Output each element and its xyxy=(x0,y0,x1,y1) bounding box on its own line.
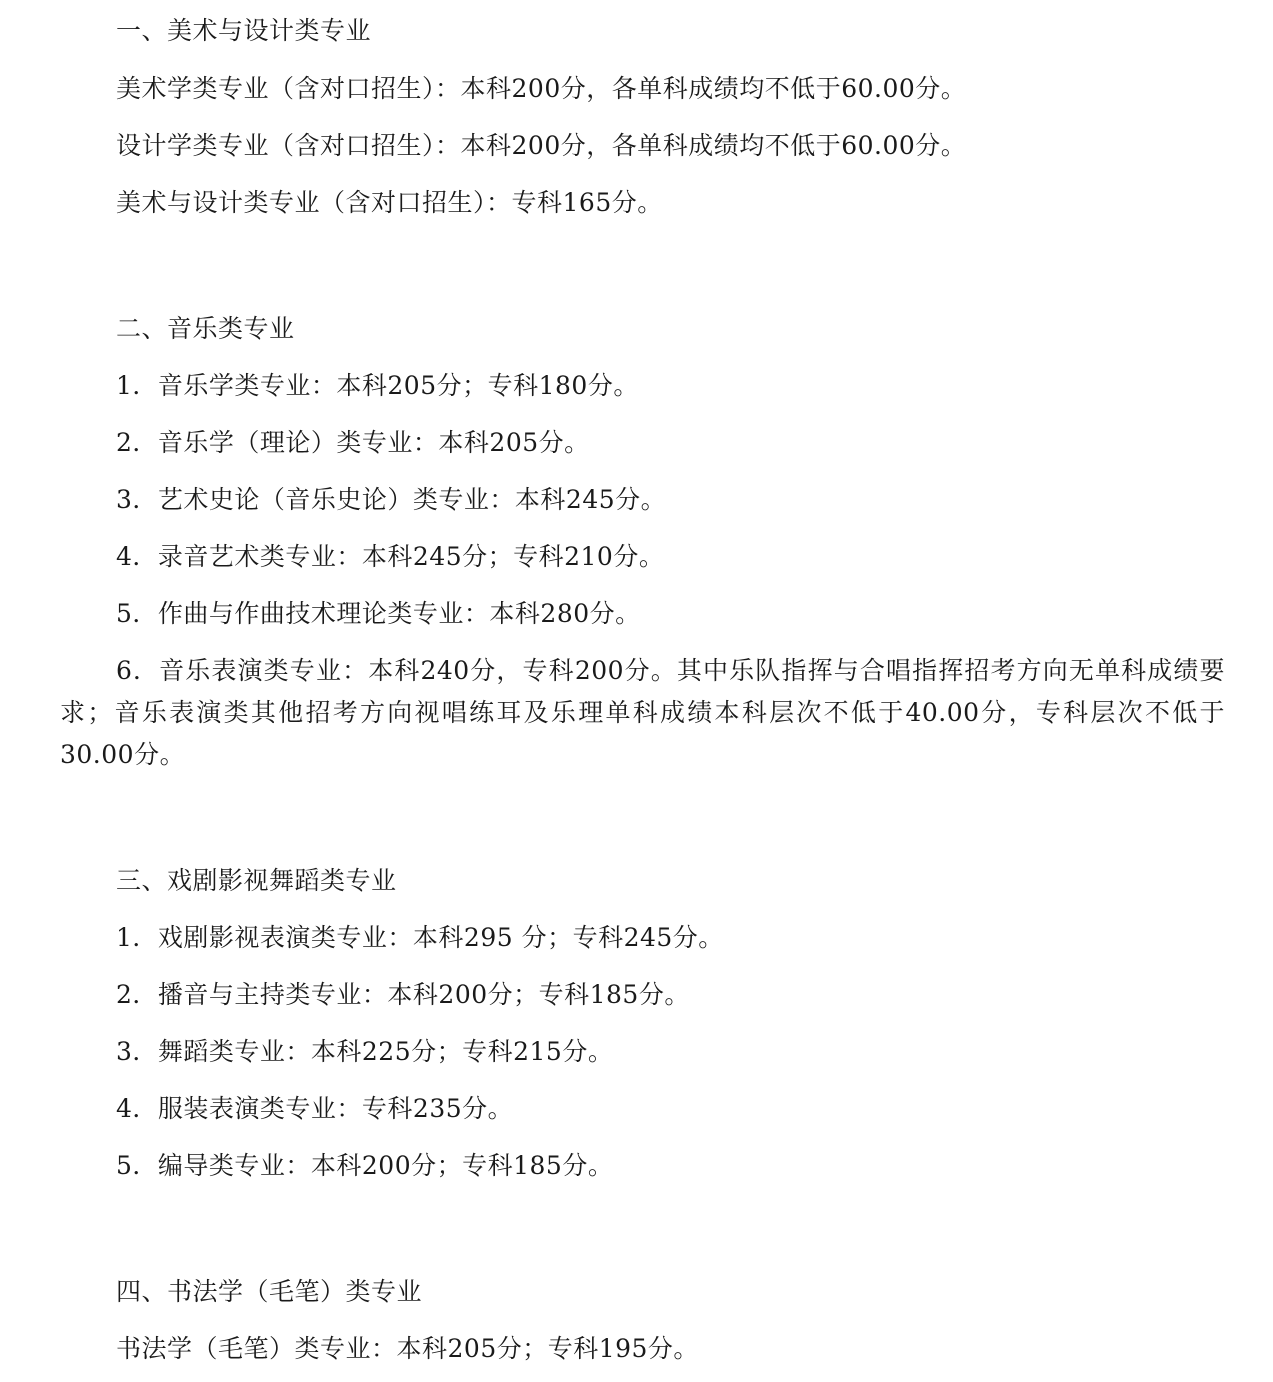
section-heading-drama-film-dance: 三、戏剧影视舞蹈类专业 xyxy=(116,866,397,895)
text-line: 美术学类专业（含对口招生）：本科200分，各单科成绩均不低于60.00分。 xyxy=(116,74,967,103)
list-item: 5．编导类专业：本科200分；专科185分。 xyxy=(116,1151,614,1180)
list-item: 4．录音艺术类专业：本科245分；专科210分。 xyxy=(116,542,665,571)
list-item: 4．服装表演类专业：专科235分。 xyxy=(116,1094,514,1123)
paragraph-music-performance: 6．音乐表演类专业：本科240分，专科200分。其中乐队指挥与合唱指挥招考方向无单科成绩要求；音乐表演类其他招考方向视唱练耳及乐理单科成绩本科层次不低于40.00分，专科层次不低于30.00分。 xyxy=(60,656,1225,769)
section-heading-art-design: 一、美术与设计类专业 xyxy=(116,16,372,45)
list-item: 2．音乐学（理论）类专业：本科205分。 xyxy=(116,428,590,457)
section-heading-music: 二、音乐类专业 xyxy=(116,314,295,343)
text-line: 书法学（毛笔）类专业：本科205分；专科195分。 xyxy=(116,1334,699,1363)
list-item: 3．舞蹈类专业：本科225分；专科215分。 xyxy=(116,1037,614,1066)
list-item: 1．音乐学类专业：本科205分；专科180分。 xyxy=(116,371,639,400)
list-item: 5．作曲与作曲技术理论类专业：本科280分。 xyxy=(116,599,641,628)
list-item: 2．播音与主持类专业：本科200分；专科185分。 xyxy=(116,980,690,1009)
text-line: 美术与设计类专业（含对口招生）：专科165分。 xyxy=(116,188,663,217)
section-heading-calligraphy: 四、书法学（毛笔）类专业 xyxy=(116,1277,423,1306)
list-item: 1．戏剧影视表演类专业：本科295 分；专科245分。 xyxy=(116,923,724,952)
list-item: 3．艺术史论（音乐史论）类专业：本科245分。 xyxy=(116,485,667,514)
text-line: 设计学类专业（含对口招生）：本科200分，各单科成绩均不低于60.00分。 xyxy=(116,131,967,160)
